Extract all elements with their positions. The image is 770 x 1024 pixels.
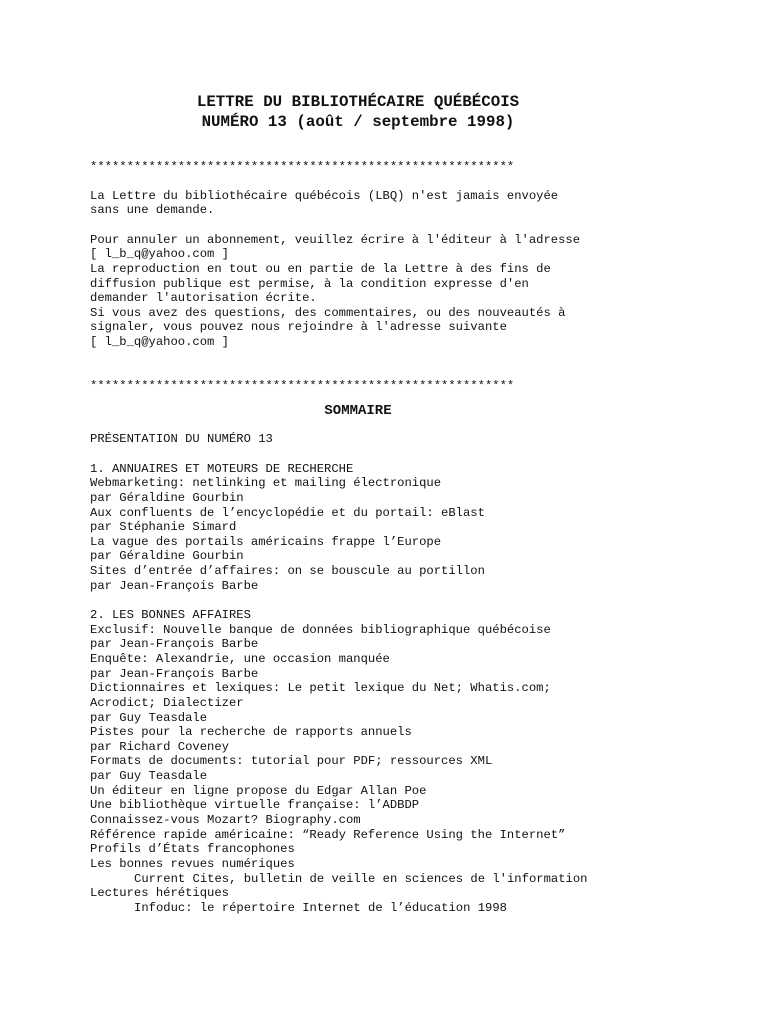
toc-subentry: Infoduc: le répertoire Internet de l’éducation 1998 (134, 900, 507, 915)
section-heading: 1. ANNUAIRES ET MOTEURS DE RECHERCHE (90, 461, 354, 476)
email-address: [ l_b_q@yahoo.com ] (90, 247, 229, 262)
toc-entry: Exclusif: Nouvelle banque de données bibliographique québécoise (90, 622, 551, 637)
text-line: sans une demande. (90, 203, 215, 218)
section-1 (90, 462, 730, 594)
text-line: signaler, vous pouvez nous rejoindre à l'adresse suivante (90, 320, 507, 335)
toc-entry: Lectures hérétiques (90, 886, 229, 901)
toc-subentry: Current Cites, bulletin de veille en sciences de l'information (134, 871, 588, 886)
toc-entry: Acrodict; Dialectizer (90, 695, 244, 710)
subscription-paragraph (90, 233, 730, 350)
toc-entry: Les bonnes revues numériques (90, 856, 295, 871)
toc-entry: Un éditeur en ligne propose du Edgar Allan Poe (90, 783, 427, 798)
toc-entry: Profils d’États francophones (90, 842, 295, 857)
text-line: demander l'autorisation écrite. (90, 291, 317, 306)
toc-entry: Sites d’entrée d’affaires: on se bouscule au portillon (90, 564, 485, 579)
text-line: La reproduction en tout ou en partie de la Lettre à des fins de (90, 261, 551, 276)
document-page (90, 92, 730, 916)
separator-line: ********************************************************** (90, 378, 515, 393)
intro-paragraph (90, 189, 730, 218)
sommaire-heading: SOMMAIRE (324, 403, 392, 420)
presentation-line: PRÉSENTATION DU NUMÉRO 13 (90, 432, 273, 447)
toc-entry: Webmarketing: netlinking et mailing électronique (90, 476, 442, 491)
section-2 (90, 608, 730, 915)
email-address: [ l_b_q@yahoo.com ] (90, 335, 229, 350)
toc-entry: Référence rapide américaine: “Ready Reference Using the Internet” (90, 827, 566, 842)
document-title (90, 92, 626, 132)
title-line-2: NUMÉRO 13 (août / septembre 1998) (201, 113, 515, 131)
toc-author: par Jean-François Barbe (90, 578, 259, 593)
toc-entry: La vague des portails américains frappe l’Europe (90, 534, 442, 549)
toc-entry: Une bibliothèque virtuelle française: l’ADBDP (90, 798, 420, 813)
toc-author: par Guy Teasdale (90, 710, 208, 725)
toc-author: par Richard Coveney (90, 739, 229, 754)
separator-line: ********************************************************** (90, 160, 515, 174)
toc-entry: Enquête: Alexandrie, une occasion manquée (90, 651, 390, 666)
text-line: La Lettre du bibliothécaire québécois (LBQ) n'est jamais envoyée (90, 188, 559, 203)
toc-author: par Géraldine Gourbin (90, 549, 244, 564)
toc-entry: Pistes pour la recherche de rapports annuels (90, 725, 412, 740)
text-line: Pour annuler un abonnement, veuillez écrire à l'éditeur à l'adresse (90, 232, 581, 247)
toc-entry: Formats de documents: tutorial pour PDF; ressources XML (90, 754, 493, 769)
title-line-1: LETTRE DU BIBLIOTHÉCAIRE QUÉBÉCOIS (196, 93, 520, 111)
toc-author: par Géraldine Gourbin (90, 490, 244, 505)
toc-entry: Aux confluents de l’encyclopédie et du portail: eBlast (90, 505, 485, 520)
toc-author: par Jean-François Barbe (90, 637, 259, 652)
toc-entry: Dictionnaires et lexiques: Le petit lexique du Net; Whatis.com; (90, 681, 551, 696)
toc-author: par Stéphanie Simard (90, 520, 237, 535)
text-line: Si vous avez des questions, des commentaires, ou des nouveautés à (90, 305, 566, 320)
text-line: diffusion publique est permise, à la condition expresse d'en (90, 276, 529, 291)
toc-author: par Jean-François Barbe (90, 666, 259, 681)
section-heading: 2. LES BONNES AFFAIRES (90, 608, 251, 623)
toc-author: par Guy Teasdale (90, 769, 208, 784)
toc-entry: Connaissez-vous Mozart? Biography.com (90, 813, 361, 828)
